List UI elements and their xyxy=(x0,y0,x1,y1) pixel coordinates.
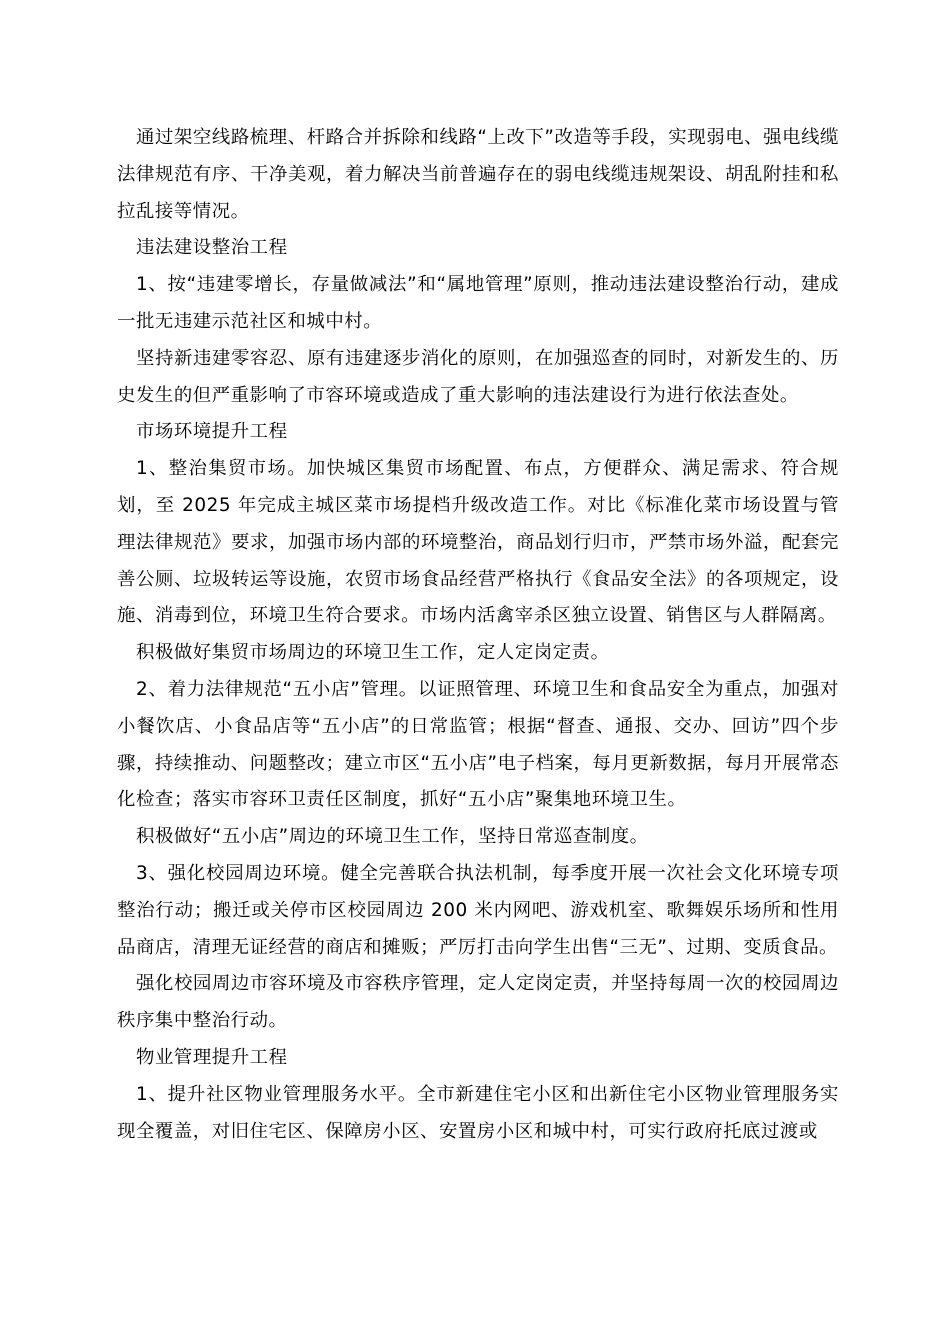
paragraph-market-1: 1、整治集贸市场。加快城区集贸市场配置、布点，方便群众、满足需求、符合规划，至 2025 年完成主城区菜市场提档升级改造工作。对比《标准化菜市场设置与管理法律规范》要求，加强市场内部的环境整治，商品划行归市，严禁市场外溢，配套完善公厕、垃圾转运等设施，农贸市场食品经营严格执行《食品安全法》的各项规定，设施、消毒到位，环境卫生符合要求。市场内活禽宰杀区独立设置、销售区与人群隔离。 xyxy=(117,458,839,627)
heading-illegal-construction: 违法建设整治工程 xyxy=(136,237,288,259)
paragraph-cable-management: 通过架空线路梳理、杆路合并拆除和线路“上改下”改造等手段，实现弱电、强电线缆法律规范有序、干净美观，着力解决当前普遍存在的弱电线缆违规架设、胡乱附挂和私拉乱接等情况。 xyxy=(117,127,839,222)
paragraph-five-small-shops-2: 积极做好“五小店”周边的环境卫生工作，坚持日常巡查制度。 xyxy=(136,826,649,848)
paragraph-campus-2: 强化校园周边市容环境及市容秩序管理，定人定岗定责，并坚持每周一次的校园周边秩序集中整治行动。 xyxy=(117,973,839,1032)
paragraph-campus-1: 3、强化校园周边环境。健全完善联合执法机制，每季度开展一次社会文化环境专项整治行动；搬迁或关停市区校园周边 200 米内网吧、游戏机室、歌舞娱乐场所和性用品商店，清理无证经营的商店和摊贩；严厉打击向学生出售“三无”、过期、变质食品。 xyxy=(117,862,839,958)
paragraph-property-1: 1、提升社区物业管理服务水平。全市新建住宅小区和出新住宅小区物业管理服务实现全覆盖，对旧住宅区、保障房小区、安置房小区和城中村，可实行政府托底过渡或 xyxy=(117,1083,839,1142)
paragraph-illegal-construction-2: 坚持新违建零容忍、原有违建逐步消化的原则，在加强巡查的同时，对新发生的、历史发生的但严重影响了市容环境或造成了重大影响的违法建设行为进行依法查处。 xyxy=(117,347,839,406)
paragraph-illegal-construction-1: 1、按“违建零增长，存量做减法”和“属地管理”原则，推动违法建设整治行动，建成一批无违建示范社区和城中村。 xyxy=(117,274,839,332)
heading-market-environment: 市场环境提升工程 xyxy=(136,421,288,443)
heading-property-management: 物业管理提升工程 xyxy=(136,1046,288,1068)
paragraph-market-2: 积极做好集贸市场周边的环境卫生工作，定人定岗定责。 xyxy=(136,642,610,664)
paragraph-five-small-shops-1: 2、着力法律规范“五小店”管理。以证照管理、环境卫生和食品安全为重点，加强对小餐饮店、小食品店等“五小店”的日常监管；根据“督查、通报、交办、回访”四个步骤，持续推动、问题整改；建立市区“五小店”电子档案，每月更新数据，每月开展常态化检查；落实市容环卫责任区制度，抓好“五小店”聚集地环境卫生。 xyxy=(117,678,839,811)
document-body xyxy=(117,120,839,1150)
